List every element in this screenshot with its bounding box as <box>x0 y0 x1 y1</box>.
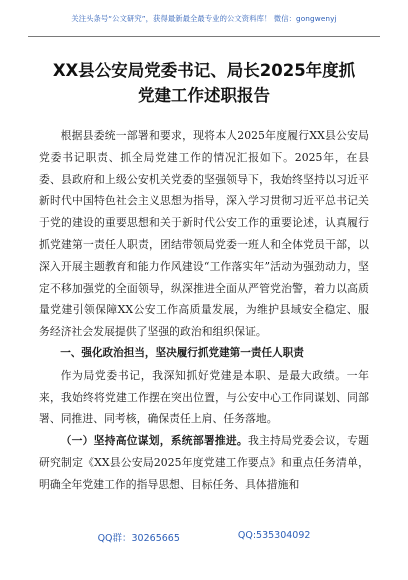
qq-group-text: QQ群：30265665 <box>97 533 180 544</box>
section-heading-1: 一、强化政治担当，坚决履行抓党建第一责任人职责 <box>60 346 304 359</box>
subheading-1: （一）坚持高位谋划，系统部署推进。 <box>60 434 248 448</box>
paragraph-3 <box>39 430 369 495</box>
qq-contact-text: QQ:535304092 <box>237 530 311 541</box>
document-body <box>39 125 369 496</box>
paragraph-3-text: 我主持局党委会议，专题研究制定《XX县公安局2025年度党建工作要点》和重点任务清单，明确全年党建工作的指导思想、目标任务、具体措施和 <box>39 434 369 491</box>
contact-footer <box>0 530 408 550</box>
promo-banner <box>28 0 380 37</box>
title-line-1: XX县公安局党委书记、局长2025年度抓 <box>52 61 356 80</box>
intro-paragraph: 根据县委统一部署和要求，现将本人2025年度履行XX县公安局党委书记职责、抓全局党建工作的情况汇报如下。2025年，在县委、县政府和上级公安机关党委的坚强领导下，我始终坚持以习近平新时代中国特色社会主义思想为指导，深入学习贯彻习近平总书记关于党的建设的重要思想和关于新时代公安工作的重要论述，认真履行抓党建第一责任人职责，团结带领局党委一班人和全体党员干部，以深入开展主题教育和能力作风建设“工作落实年”活动为强劲动力，坚定不移加强党的全面领导，纵深推进全面从严管党治警，着力以高质量党建引领保障XX公安工作高质量发展，为维护县域安全稳定、服务经济社会发展提供了坚强的政治和组织保证。 <box>39 129 369 339</box>
document-title <box>40 58 368 108</box>
promo-banner-text: 关注头条号“公文研究”，获得最新最全最专业的公文资料库！ 微信：gongwenyj <box>71 14 337 23</box>
title-line-2: 党建工作述职报告 <box>138 86 270 105</box>
paragraph-2: 作为局党委书记，我深知抓好党建是本职、是最大政绩。一年来，我始终将党建工作摆在突出位置，与公安中心工作同谋划、同部署、同推进、同考核，确保责任上肩、任务落地。 <box>39 368 369 426</box>
